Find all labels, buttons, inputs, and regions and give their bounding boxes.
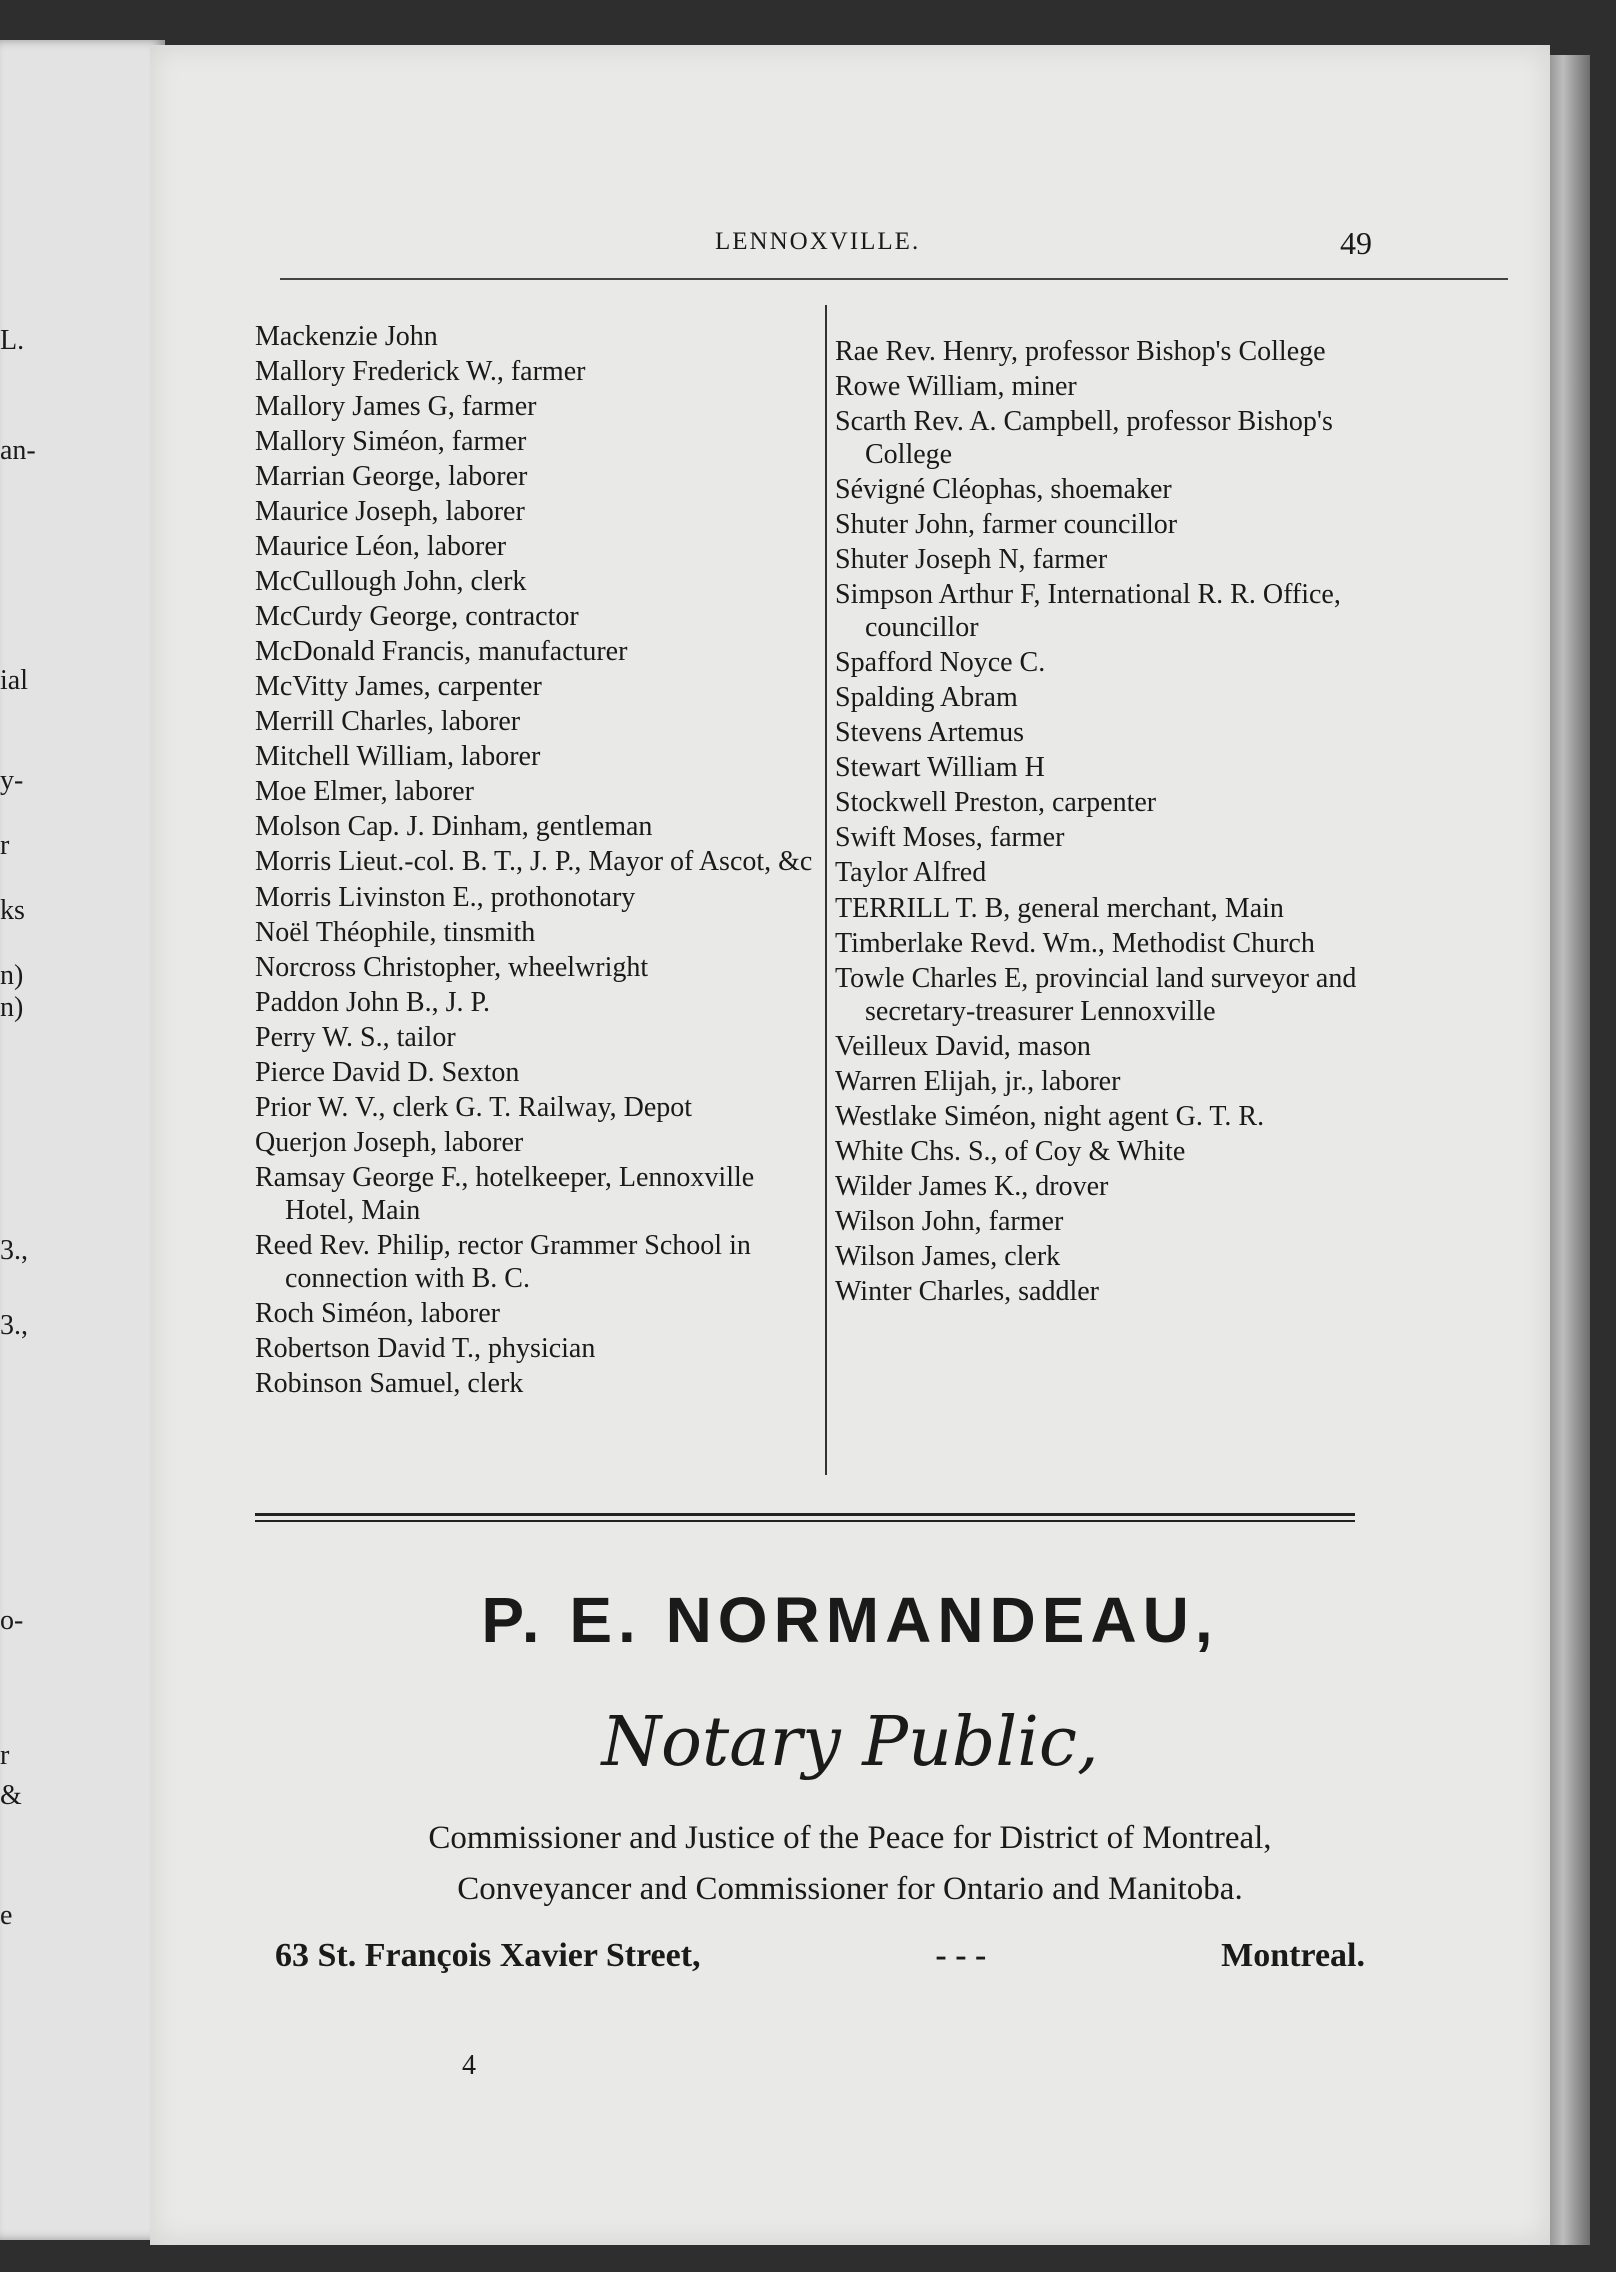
directory-entry: Querjon Joseph, laborer xyxy=(255,1126,524,1158)
directory-entry: Taylor Alfred xyxy=(835,857,987,889)
directory-entry: Mitchell William, laborer xyxy=(255,741,541,773)
directory-entry: Paddon John B., J. P. xyxy=(255,986,490,1018)
facing-page-fragment: an- xyxy=(0,435,36,466)
advertisement-divider xyxy=(255,1513,1355,1522)
directory-entry: Stevens Artemus xyxy=(835,717,1024,749)
directory-entry: Molson Cap. J. Dinham, gentleman xyxy=(255,811,653,843)
directory-entry: Moe Elmer, laborer xyxy=(255,776,474,808)
directory-entry: Wilder James K., drover xyxy=(835,1170,1109,1202)
directory-entry: Stewart William H xyxy=(835,752,1045,784)
address-separator: - - - xyxy=(935,1937,987,1974)
directory-entry: Warren Elijah, jr., laborer xyxy=(835,1065,1121,1097)
directory-entry: White Chs. S., of Coy & White xyxy=(835,1135,1186,1167)
address-city: Montreal. xyxy=(1221,1937,1365,1974)
directory-entry: Morris Lieut.-col. B. T., J. P., Mayor of Ascot, &c xyxy=(255,846,813,878)
directory-entry: McCullough John, clerk xyxy=(255,566,527,598)
directory-entry: Roch Siméon, laborer xyxy=(255,1297,500,1329)
directory-entry: Maurice Joseph, laborer xyxy=(255,496,525,528)
facing-page-fragment: r xyxy=(0,830,10,861)
directory-entry: Robinson Samuel, clerk xyxy=(255,1367,524,1399)
directory-entry: Rowe William, miner xyxy=(835,371,1077,403)
directory-entry: Mallory Siméon, farmer xyxy=(255,426,527,458)
directory-entry: Marrian George, laborer xyxy=(255,461,528,493)
facing-page-fragment: & xyxy=(0,1780,22,1811)
facing-page-fragment: 3., xyxy=(0,1310,28,1341)
directory-entry: Towle Charles E, provincial land surveyor and secretary-treasurer Lennoxville xyxy=(835,962,1357,1027)
advertisement-description-line: Conveyancer and Commissioner for Ontario and Manitoba. xyxy=(457,1871,1243,1907)
advertiser-name: P. E. NORMANDEAU, xyxy=(481,1584,1219,1656)
facing-page-fragment: e xyxy=(0,1900,13,1931)
directory-entry: Mackenzie John xyxy=(255,321,438,352)
directory-entry: Winter Charles, saddler xyxy=(835,1275,1100,1307)
directory-entry: Reed Rev. Philip, rector Grammer School in connection with B. C. xyxy=(255,1229,751,1294)
facing-page-fragment: L. xyxy=(0,325,25,356)
directory-column-left xyxy=(255,320,815,1402)
directory-entry: Mallory James G, farmer xyxy=(255,391,537,423)
facing-page-fragment: n) xyxy=(0,992,24,1023)
directory-entry: McCurdy George, contractor xyxy=(255,601,579,633)
facing-page-edge xyxy=(0,40,165,2240)
directory-entry: Wilson James, clerk xyxy=(835,1240,1061,1272)
directory-entry: Prior W. V., clerk G. T. Railway, Depot xyxy=(255,1091,693,1123)
directory-entry: Rae Rev. Henry, professor Bishop's College xyxy=(835,336,1326,367)
directory-column-right xyxy=(835,335,1415,1310)
directory-entry: Westlake Siméon, night agent G. T. R. xyxy=(835,1100,1265,1132)
directory-entry: Simpson Arthur F, International R. R. Office, councillor xyxy=(835,579,1341,644)
directory-entry: Ramsay George F., hotelkeeper, Lennoxville Hotel, Main xyxy=(255,1161,755,1226)
column-divider xyxy=(825,305,827,1475)
directory-entry: Shuter Joseph N, farmer xyxy=(835,544,1108,576)
advertisement-address xyxy=(275,1937,1365,1975)
directory-entry: Perry W. S., tailor xyxy=(255,1021,456,1053)
facing-page-fragment: y- xyxy=(0,765,24,796)
page-stack-edge xyxy=(1545,55,1590,2245)
facing-page-fragment: 3., xyxy=(0,1235,28,1266)
directory-entry: Robertson David T., physician xyxy=(255,1332,596,1364)
directory-entry: Morris Livinston E., prothonotary xyxy=(255,881,636,913)
directory-entry: Sévigné Cléophas, shoemaker xyxy=(835,474,1172,506)
facing-page-fragment: ks xyxy=(0,895,25,926)
directory-entry: Wilson John, farmer xyxy=(835,1205,1064,1237)
directory-entry: Noël Théophile, tinsmith xyxy=(255,916,536,948)
facing-page-fragment: o- xyxy=(0,1605,24,1636)
facing-page-fragment: n) xyxy=(0,960,24,991)
directory-entry: Swift Moses, farmer xyxy=(835,822,1065,854)
advertiser-title: Notary Public, xyxy=(601,1703,1099,1782)
signature-folio: 4 xyxy=(462,2050,476,2081)
directory-entry: Timberlake Revd. Wm., Methodist Church xyxy=(835,927,1315,959)
directory-entry: Norcross Christopher, wheelwright xyxy=(255,951,649,983)
header-rule xyxy=(280,278,1508,280)
directory-entry: Shuter John, farmer councillor xyxy=(835,509,1178,541)
directory-entry: Merrill Charles, laborer xyxy=(255,706,521,738)
facing-page-fragment: r xyxy=(0,1740,10,1771)
running-header: LENNOXVILLE. xyxy=(715,228,921,255)
directory-entry: McVitty James, carpenter xyxy=(255,671,542,703)
address-street: 63 St. François Xavier Street, xyxy=(275,1937,701,1974)
directory-entry: Spalding Abram xyxy=(835,682,1018,714)
directory-page xyxy=(150,45,1550,2245)
directory-entry: Pierce David D. Sexton xyxy=(255,1056,520,1088)
directory-entry: McDonald Francis, manufacturer xyxy=(255,636,628,668)
facing-page-fragment: ial xyxy=(0,665,28,696)
directory-entry: Maurice Léon, laborer xyxy=(255,531,507,563)
directory-entry: Veilleux David, mason xyxy=(835,1030,1091,1062)
page-number: 49 xyxy=(1340,225,1372,261)
advertisement-description-line: Commissioner and Justice of the Peace for District of Montreal, xyxy=(428,1820,1272,1856)
directory-entry: Spafford Noyce C. xyxy=(835,647,1046,679)
directory-entry: Mallory Frederick W., farmer xyxy=(255,356,586,388)
directory-entry: Scarth Rev. A. Campbell, professor Bishop's College xyxy=(835,406,1333,471)
directory-entry: Stockwell Preston, carpenter xyxy=(835,787,1157,819)
directory-entry: TERRILL T. B, general merchant, Main xyxy=(835,892,1284,924)
